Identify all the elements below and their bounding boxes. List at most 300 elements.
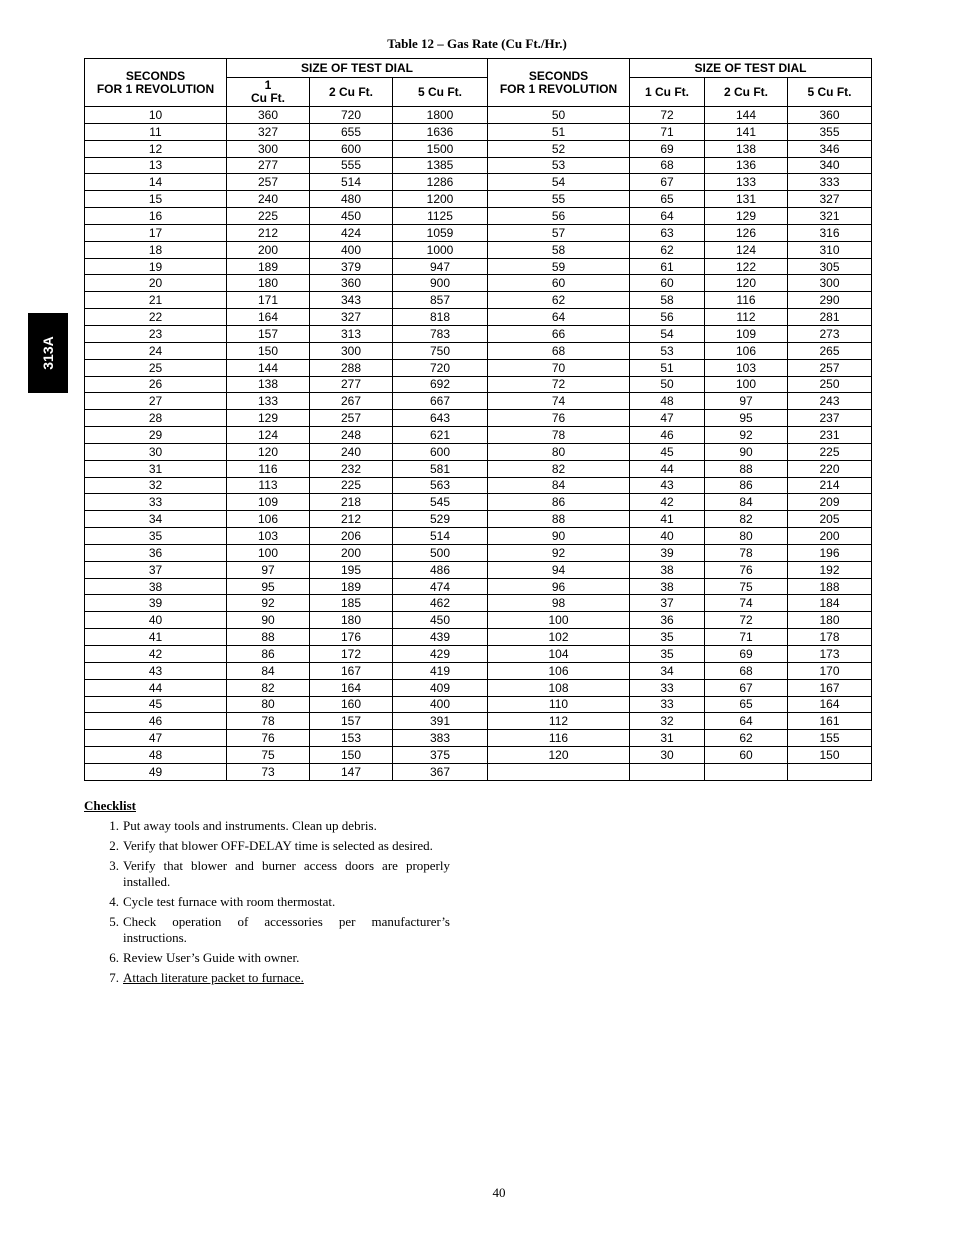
cell-rate-5cu-right: 346 [788, 140, 872, 157]
cell-rate-1cu-left: 180 [227, 275, 310, 292]
cell-rate-2cu-right: 72 [705, 612, 788, 629]
cell-seconds-left: 24 [85, 342, 227, 359]
table-title: Table 12 – Gas Rate (Cu Ft./Hr.) [387, 36, 567, 51]
cell-rate-2cu-left: 160 [310, 696, 393, 713]
cell-rate-1cu-left: 82 [227, 679, 310, 696]
cell-rate-2cu-right: 67 [705, 679, 788, 696]
cell-rate-5cu-left: 581 [393, 460, 488, 477]
cell-rate-2cu-left: 185 [310, 595, 393, 612]
cell-rate-5cu-right: 310 [788, 241, 872, 258]
cell-seconds-left: 37 [85, 561, 227, 578]
table-row [85, 258, 872, 275]
cell-rate-5cu-right: 305 [788, 258, 872, 275]
table-row [85, 241, 872, 258]
cell-seconds-left: 11 [85, 123, 227, 140]
cell-rate-5cu-right: 360 [788, 107, 872, 124]
cell-rate-2cu-left: 176 [310, 629, 393, 646]
cell-seconds-left: 20 [85, 275, 227, 292]
checklist-item-text: Cycle test furnace with room thermostat. [123, 894, 336, 909]
header-5cu-left: 5 Cu Ft. [393, 78, 488, 107]
checklist-item-text: Verify that blower OFF-DELAY time is selected as desired. [123, 838, 433, 853]
table-row [85, 511, 872, 528]
table-row [85, 208, 872, 225]
cell-rate-5cu-right: 164 [788, 696, 872, 713]
cell-rate-1cu-left: 129 [227, 410, 310, 427]
cell-rate-5cu-right: 250 [788, 376, 872, 393]
cell-rate-1cu-left: 86 [227, 646, 310, 663]
cell-seconds-left: 39 [85, 595, 227, 612]
cell-rate-2cu-left: 400 [310, 241, 393, 258]
cell-rate-5cu-right: 231 [788, 427, 872, 444]
cell-rate-5cu-right: 225 [788, 443, 872, 460]
cell-rate-2cu-left: 555 [310, 157, 393, 174]
cell-rate-1cu-right: 35 [630, 629, 705, 646]
cell-rate-5cu-left: 563 [393, 477, 488, 494]
table-row [85, 629, 872, 646]
cell-rate-5cu-left: 1125 [393, 208, 488, 225]
cell-rate-5cu-left: 1500 [393, 140, 488, 157]
table-row [85, 410, 872, 427]
checklist-item-text: Review User’s Guide with owner. [123, 950, 300, 965]
cell-rate-1cu-right: 50 [630, 376, 705, 393]
cell-rate-1cu-left: 80 [227, 696, 310, 713]
cell-rate-1cu-left: 133 [227, 393, 310, 410]
cell-rate-5cu-right: 333 [788, 174, 872, 191]
cell-rate-2cu-right: 68 [705, 662, 788, 679]
cell-rate-5cu-left: 367 [393, 763, 488, 780]
cell-rate-5cu-right: 188 [788, 578, 872, 595]
cell-rate-1cu-left: 100 [227, 544, 310, 561]
cell-seconds-left: 38 [85, 578, 227, 595]
cell-rate-1cu-left: 97 [227, 561, 310, 578]
cell-rate-5cu-right: 205 [788, 511, 872, 528]
cell-rate-5cu-right: 321 [788, 208, 872, 225]
cell-seconds-right: 54 [488, 174, 630, 191]
cell-rate-5cu-right: 155 [788, 730, 872, 747]
checklist-item-text: Check operation of accessories per manufacturer’s instructions. [123, 914, 450, 945]
checklist-item-text: Attach literature packet to furnace. [123, 970, 304, 985]
cell-seconds-left: 18 [85, 241, 227, 258]
cell-rate-5cu-right: 257 [788, 359, 872, 376]
cell-seconds-right: 58 [488, 241, 630, 258]
cell-rate-2cu-left: 200 [310, 544, 393, 561]
table-row [85, 292, 872, 309]
cell-rate-2cu-right: 86 [705, 477, 788, 494]
cell-rate-5cu-left: 600 [393, 443, 488, 460]
cell-rate-1cu-left: 164 [227, 309, 310, 326]
cell-rate-2cu-right: 103 [705, 359, 788, 376]
cell-rate-1cu-right: 60 [630, 275, 705, 292]
cell-seconds-left: 16 [85, 208, 227, 225]
cell-rate-2cu-right: 60 [705, 747, 788, 764]
cell-seconds-right: 80 [488, 443, 630, 460]
cell-rate-5cu-left: 409 [393, 679, 488, 696]
cell-rate-1cu-right: 31 [630, 730, 705, 747]
cell-seconds-left: 47 [85, 730, 227, 747]
cell-rate-5cu-right: 192 [788, 561, 872, 578]
cell-rate-5cu-right: 265 [788, 342, 872, 359]
cell-seconds-right: 56 [488, 208, 630, 225]
header-row-group [85, 59, 872, 78]
table-row [85, 393, 872, 410]
table-row [85, 477, 872, 494]
cell-seconds-right: 57 [488, 224, 630, 241]
cell-seconds-left: 29 [85, 427, 227, 444]
cell-rate-5cu-right: 340 [788, 157, 872, 174]
cell-seconds-right: 92 [488, 544, 630, 561]
cell-rate-1cu-left: 360 [227, 107, 310, 124]
cell-rate-5cu-left: 391 [393, 713, 488, 730]
cell-rate-2cu-right: 88 [705, 460, 788, 477]
cell-rate-2cu-left: 147 [310, 763, 393, 780]
cell-seconds-right: 59 [488, 258, 630, 275]
cell-rate-5cu-left: 474 [393, 578, 488, 595]
cell-seconds-right: 108 [488, 679, 630, 696]
header-size-test-dial-right: SIZE OF TEST DIAL [630, 59, 872, 78]
cell-rate-2cu-right: 109 [705, 325, 788, 342]
cell-seconds-right: 120 [488, 747, 630, 764]
cell-rate-5cu-left: 621 [393, 427, 488, 444]
side-tab [28, 313, 68, 393]
cell-rate-2cu-right: 65 [705, 696, 788, 713]
table-row [85, 561, 872, 578]
cell-rate-2cu-right: 69 [705, 646, 788, 663]
cell-rate-2cu-left: 189 [310, 578, 393, 595]
cell-rate-5cu-right: 180 [788, 612, 872, 629]
cell-seconds-right: 68 [488, 342, 630, 359]
checklist-item [84, 818, 450, 834]
checklist-item-number: 2. [109, 838, 119, 853]
header-5cu-right: 5 Cu Ft. [788, 78, 872, 107]
cell-seconds-right: 116 [488, 730, 630, 747]
cell-seconds-left: 14 [85, 174, 227, 191]
cell-seconds-left: 12 [85, 140, 227, 157]
header-seconds-right [488, 59, 630, 107]
cell-rate-1cu-left: 200 [227, 241, 310, 258]
cell-seconds-left: 17 [85, 224, 227, 241]
cell-rate-1cu-right: 36 [630, 612, 705, 629]
table-row [85, 679, 872, 696]
cell-seconds-right: 112 [488, 713, 630, 730]
cell-seconds-left: 22 [85, 309, 227, 326]
cell-rate-5cu-right: 196 [788, 544, 872, 561]
cell-rate-2cu-right: 76 [705, 561, 788, 578]
cell-seconds-left: 45 [85, 696, 227, 713]
table-row [85, 494, 872, 511]
cell-rate-1cu-left: 92 [227, 595, 310, 612]
cell-rate-1cu-right: 68 [630, 157, 705, 174]
cell-rate-5cu-left: 383 [393, 730, 488, 747]
cell-rate-1cu-right: 72 [630, 107, 705, 124]
gas-rate-table [84, 58, 872, 781]
cell-rate-2cu-right: 124 [705, 241, 788, 258]
cell-seconds-right: 96 [488, 578, 630, 595]
cell-seconds-left: 34 [85, 511, 227, 528]
table-row [85, 157, 872, 174]
cell-rate-2cu-right: 84 [705, 494, 788, 511]
cell-rate-5cu-left: 1385 [393, 157, 488, 174]
cell-seconds-left: 46 [85, 713, 227, 730]
cell-rate-2cu-left: 248 [310, 427, 393, 444]
cell-rate-5cu-right: 178 [788, 629, 872, 646]
cell-rate-2cu-left: 157 [310, 713, 393, 730]
cell-rate-5cu-left: 419 [393, 662, 488, 679]
cell-rate-2cu-left: 240 [310, 443, 393, 460]
cell-seconds-right: 52 [488, 140, 630, 157]
side-tab-label: 313A [40, 336, 56, 370]
cell-rate-1cu-left: 240 [227, 191, 310, 208]
checklist-item [84, 858, 450, 890]
cell-rate-1cu-right: 64 [630, 208, 705, 225]
cell-rate-5cu-left: 375 [393, 747, 488, 764]
checklist-item-number: 7. [109, 970, 119, 985]
table-row [85, 595, 872, 612]
cell-rate-5cu-right: 220 [788, 460, 872, 477]
table-row [85, 528, 872, 545]
checklist-title: Checklist [84, 798, 136, 813]
cell-rate-5cu-right: 355 [788, 123, 872, 140]
cell-rate-1cu-right: 32 [630, 713, 705, 730]
cell-rate-1cu-right: 37 [630, 595, 705, 612]
cell-rate-2cu-right: 120 [705, 275, 788, 292]
cell-rate-5cu-right: 167 [788, 679, 872, 696]
cell-rate-2cu-right: 112 [705, 309, 788, 326]
cell-rate-1cu-left: 78 [227, 713, 310, 730]
cell-seconds-right: 90 [488, 528, 630, 545]
cell-rate-2cu-right: 106 [705, 342, 788, 359]
cell-rate-2cu-left: 218 [310, 494, 393, 511]
cell-rate-5cu-left: 720 [393, 359, 488, 376]
cell-rate-1cu-left: 113 [227, 477, 310, 494]
cell-rate-1cu-left: 73 [227, 763, 310, 780]
cell-rate-2cu-left: 153 [310, 730, 393, 747]
table-row [85, 662, 872, 679]
cell-seconds-left: 23 [85, 325, 227, 342]
cell-rate-5cu-left: 1000 [393, 241, 488, 258]
cell-rate-2cu-left: 172 [310, 646, 393, 663]
cell-rate-2cu-right: 75 [705, 578, 788, 595]
cell-rate-5cu-right: 243 [788, 393, 872, 410]
checklist-item-number: 1. [109, 818, 119, 833]
cell-rate-2cu-left: 327 [310, 309, 393, 326]
cell-rate-2cu-right [705, 763, 788, 780]
cell-seconds-right: 102 [488, 629, 630, 646]
cell-rate-1cu-right: 63 [630, 224, 705, 241]
cell-seconds-right: 82 [488, 460, 630, 477]
table-row [85, 730, 872, 747]
cell-rate-1cu-right: 62 [630, 241, 705, 258]
cell-rate-2cu-right: 71 [705, 629, 788, 646]
cell-rate-2cu-right: 78 [705, 544, 788, 561]
cell-rate-1cu-left: 95 [227, 578, 310, 595]
cell-rate-1cu-right: 69 [630, 140, 705, 157]
table-row [85, 763, 872, 780]
cell-rate-5cu-left: 400 [393, 696, 488, 713]
table-row [85, 359, 872, 376]
cell-rate-1cu-right: 65 [630, 191, 705, 208]
cell-rate-2cu-left: 225 [310, 477, 393, 494]
cell-rate-5cu-left: 857 [393, 292, 488, 309]
cell-rate-2cu-left: 343 [310, 292, 393, 309]
header-1cu-left [227, 78, 310, 107]
cell-seconds-left: 32 [85, 477, 227, 494]
cell-rate-5cu-left: 429 [393, 646, 488, 663]
cell-seconds-left: 26 [85, 376, 227, 393]
cell-seconds-left: 33 [85, 494, 227, 511]
cell-rate-2cu-right: 80 [705, 528, 788, 545]
cell-seconds-right: 84 [488, 477, 630, 494]
cell-rate-5cu-left: 529 [393, 511, 488, 528]
table-row [85, 696, 872, 713]
cell-rate-2cu-right: 92 [705, 427, 788, 444]
table-row [85, 376, 872, 393]
cell-seconds-left: 48 [85, 747, 227, 764]
cell-rate-2cu-left: 450 [310, 208, 393, 225]
page-number: 40 [492, 1185, 506, 1200]
cell-rate-1cu-right: 53 [630, 342, 705, 359]
cell-seconds-right: 70 [488, 359, 630, 376]
cell-rate-1cu-left: 150 [227, 342, 310, 359]
header-1cu-line2: Cu Ft. [251, 91, 285, 105]
table-row [85, 140, 872, 157]
cell-rate-2cu-right: 64 [705, 713, 788, 730]
cell-rate-5cu-right: 237 [788, 410, 872, 427]
cell-rate-2cu-right: 90 [705, 443, 788, 460]
cell-seconds-right: 64 [488, 309, 630, 326]
cell-seconds-right: 94 [488, 561, 630, 578]
checklist-item-number: 6. [109, 950, 119, 965]
table-row [85, 342, 872, 359]
cell-rate-5cu-left: 692 [393, 376, 488, 393]
cell-rate-2cu-right: 116 [705, 292, 788, 309]
header-seconds-line1: SECONDS [125, 68, 186, 83]
cell-rate-5cu-left: 462 [393, 595, 488, 612]
cell-seconds-right: 50 [488, 107, 630, 124]
cell-seconds-right: 98 [488, 595, 630, 612]
cell-rate-1cu-left: 75 [227, 747, 310, 764]
cell-seconds-right: 66 [488, 325, 630, 342]
cell-rate-2cu-left: 212 [310, 511, 393, 528]
cell-seconds-left: 40 [85, 612, 227, 629]
cell-rate-5cu-left: 750 [393, 342, 488, 359]
cell-seconds-right: 100 [488, 612, 630, 629]
cell-rate-1cu-left: 76 [227, 730, 310, 747]
table-row [85, 275, 872, 292]
cell-rate-5cu-right: 281 [788, 309, 872, 326]
cell-rate-1cu-right: 46 [630, 427, 705, 444]
cell-seconds-left: 49 [85, 763, 227, 780]
cell-rate-5cu-left: 1059 [393, 224, 488, 241]
checklist-item [84, 950, 450, 966]
cell-rate-2cu-right: 144 [705, 107, 788, 124]
checklist-section [84, 798, 450, 990]
cell-rate-2cu-right: 122 [705, 258, 788, 275]
cell-rate-1cu-left: 189 [227, 258, 310, 275]
cell-rate-5cu-left: 545 [393, 494, 488, 511]
cell-seconds-left: 25 [85, 359, 227, 376]
header-2cu-left: 2 Cu Ft. [310, 78, 393, 107]
table-row [85, 612, 872, 629]
cell-rate-2cu-left: 232 [310, 460, 393, 477]
cell-rate-1cu-right: 35 [630, 646, 705, 663]
cell-rate-2cu-right: 74 [705, 595, 788, 612]
cell-rate-2cu-left: 514 [310, 174, 393, 191]
table-row [85, 325, 872, 342]
cell-rate-1cu-left: 103 [227, 528, 310, 545]
cell-seconds-right: 106 [488, 662, 630, 679]
checklist-item-text: Verify that blower and burner access doors are properly installed. [123, 858, 450, 889]
cell-rate-5cu-right: 184 [788, 595, 872, 612]
cell-rate-1cu-left: 84 [227, 662, 310, 679]
cell-rate-1cu-left: 277 [227, 157, 310, 174]
cell-rate-1cu-right: 34 [630, 662, 705, 679]
cell-seconds-right: 104 [488, 646, 630, 663]
cell-rate-1cu-right: 71 [630, 123, 705, 140]
cell-rate-5cu-right: 273 [788, 325, 872, 342]
checklist-item-number: 4. [109, 894, 119, 909]
cell-rate-5cu-left: 486 [393, 561, 488, 578]
cell-rate-5cu-right: 170 [788, 662, 872, 679]
cell-rate-5cu-right: 161 [788, 713, 872, 730]
cell-seconds-left: 21 [85, 292, 227, 309]
checklist-item [84, 838, 450, 854]
header-1cu-right: 1 Cu Ft. [630, 78, 705, 107]
cell-rate-2cu-right: 82 [705, 511, 788, 528]
cell-rate-1cu-left: 327 [227, 123, 310, 140]
cell-rate-2cu-left: 480 [310, 191, 393, 208]
cell-rate-1cu-right: 38 [630, 561, 705, 578]
cell-rate-2cu-left: 180 [310, 612, 393, 629]
cell-rate-1cu-right: 67 [630, 174, 705, 191]
cell-rate-1cu-left: 171 [227, 292, 310, 309]
cell-rate-1cu-right: 58 [630, 292, 705, 309]
table-row [85, 174, 872, 191]
cell-rate-1cu-left: 120 [227, 443, 310, 460]
cell-seconds-left: 28 [85, 410, 227, 427]
cell-rate-2cu-left: 257 [310, 410, 393, 427]
cell-rate-5cu-right: 214 [788, 477, 872, 494]
cell-rate-5cu-left: 947 [393, 258, 488, 275]
header-size-test-dial-left: SIZE OF TEST DIAL [227, 59, 488, 78]
cell-rate-1cu-left: 157 [227, 325, 310, 342]
table-row [85, 460, 872, 477]
cell-rate-2cu-right: 62 [705, 730, 788, 747]
cell-seconds-left: 27 [85, 393, 227, 410]
cell-rate-5cu-right: 209 [788, 494, 872, 511]
cell-seconds-left: 15 [85, 191, 227, 208]
cell-rate-1cu-left: 88 [227, 629, 310, 646]
cell-rate-1cu-right: 40 [630, 528, 705, 545]
cell-rate-2cu-left: 206 [310, 528, 393, 545]
cell-rate-1cu-right: 48 [630, 393, 705, 410]
cell-seconds-right: 88 [488, 511, 630, 528]
cell-rate-5cu-right: 316 [788, 224, 872, 241]
cell-rate-1cu-left: 300 [227, 140, 310, 157]
cell-seconds-right: 53 [488, 157, 630, 174]
checklist-item-number: 5. [109, 914, 119, 929]
cell-rate-1cu-right: 39 [630, 544, 705, 561]
cell-rate-2cu-left: 195 [310, 561, 393, 578]
cell-rate-5cu-right: 150 [788, 747, 872, 764]
cell-rate-1cu-left: 109 [227, 494, 310, 511]
cell-rate-1cu-left: 124 [227, 427, 310, 444]
cell-rate-2cu-left: 167 [310, 662, 393, 679]
table-row [85, 309, 872, 326]
cell-rate-1cu-right: 43 [630, 477, 705, 494]
table-row [85, 123, 872, 140]
cell-rate-2cu-left: 150 [310, 747, 393, 764]
checklist-item [84, 970, 450, 986]
